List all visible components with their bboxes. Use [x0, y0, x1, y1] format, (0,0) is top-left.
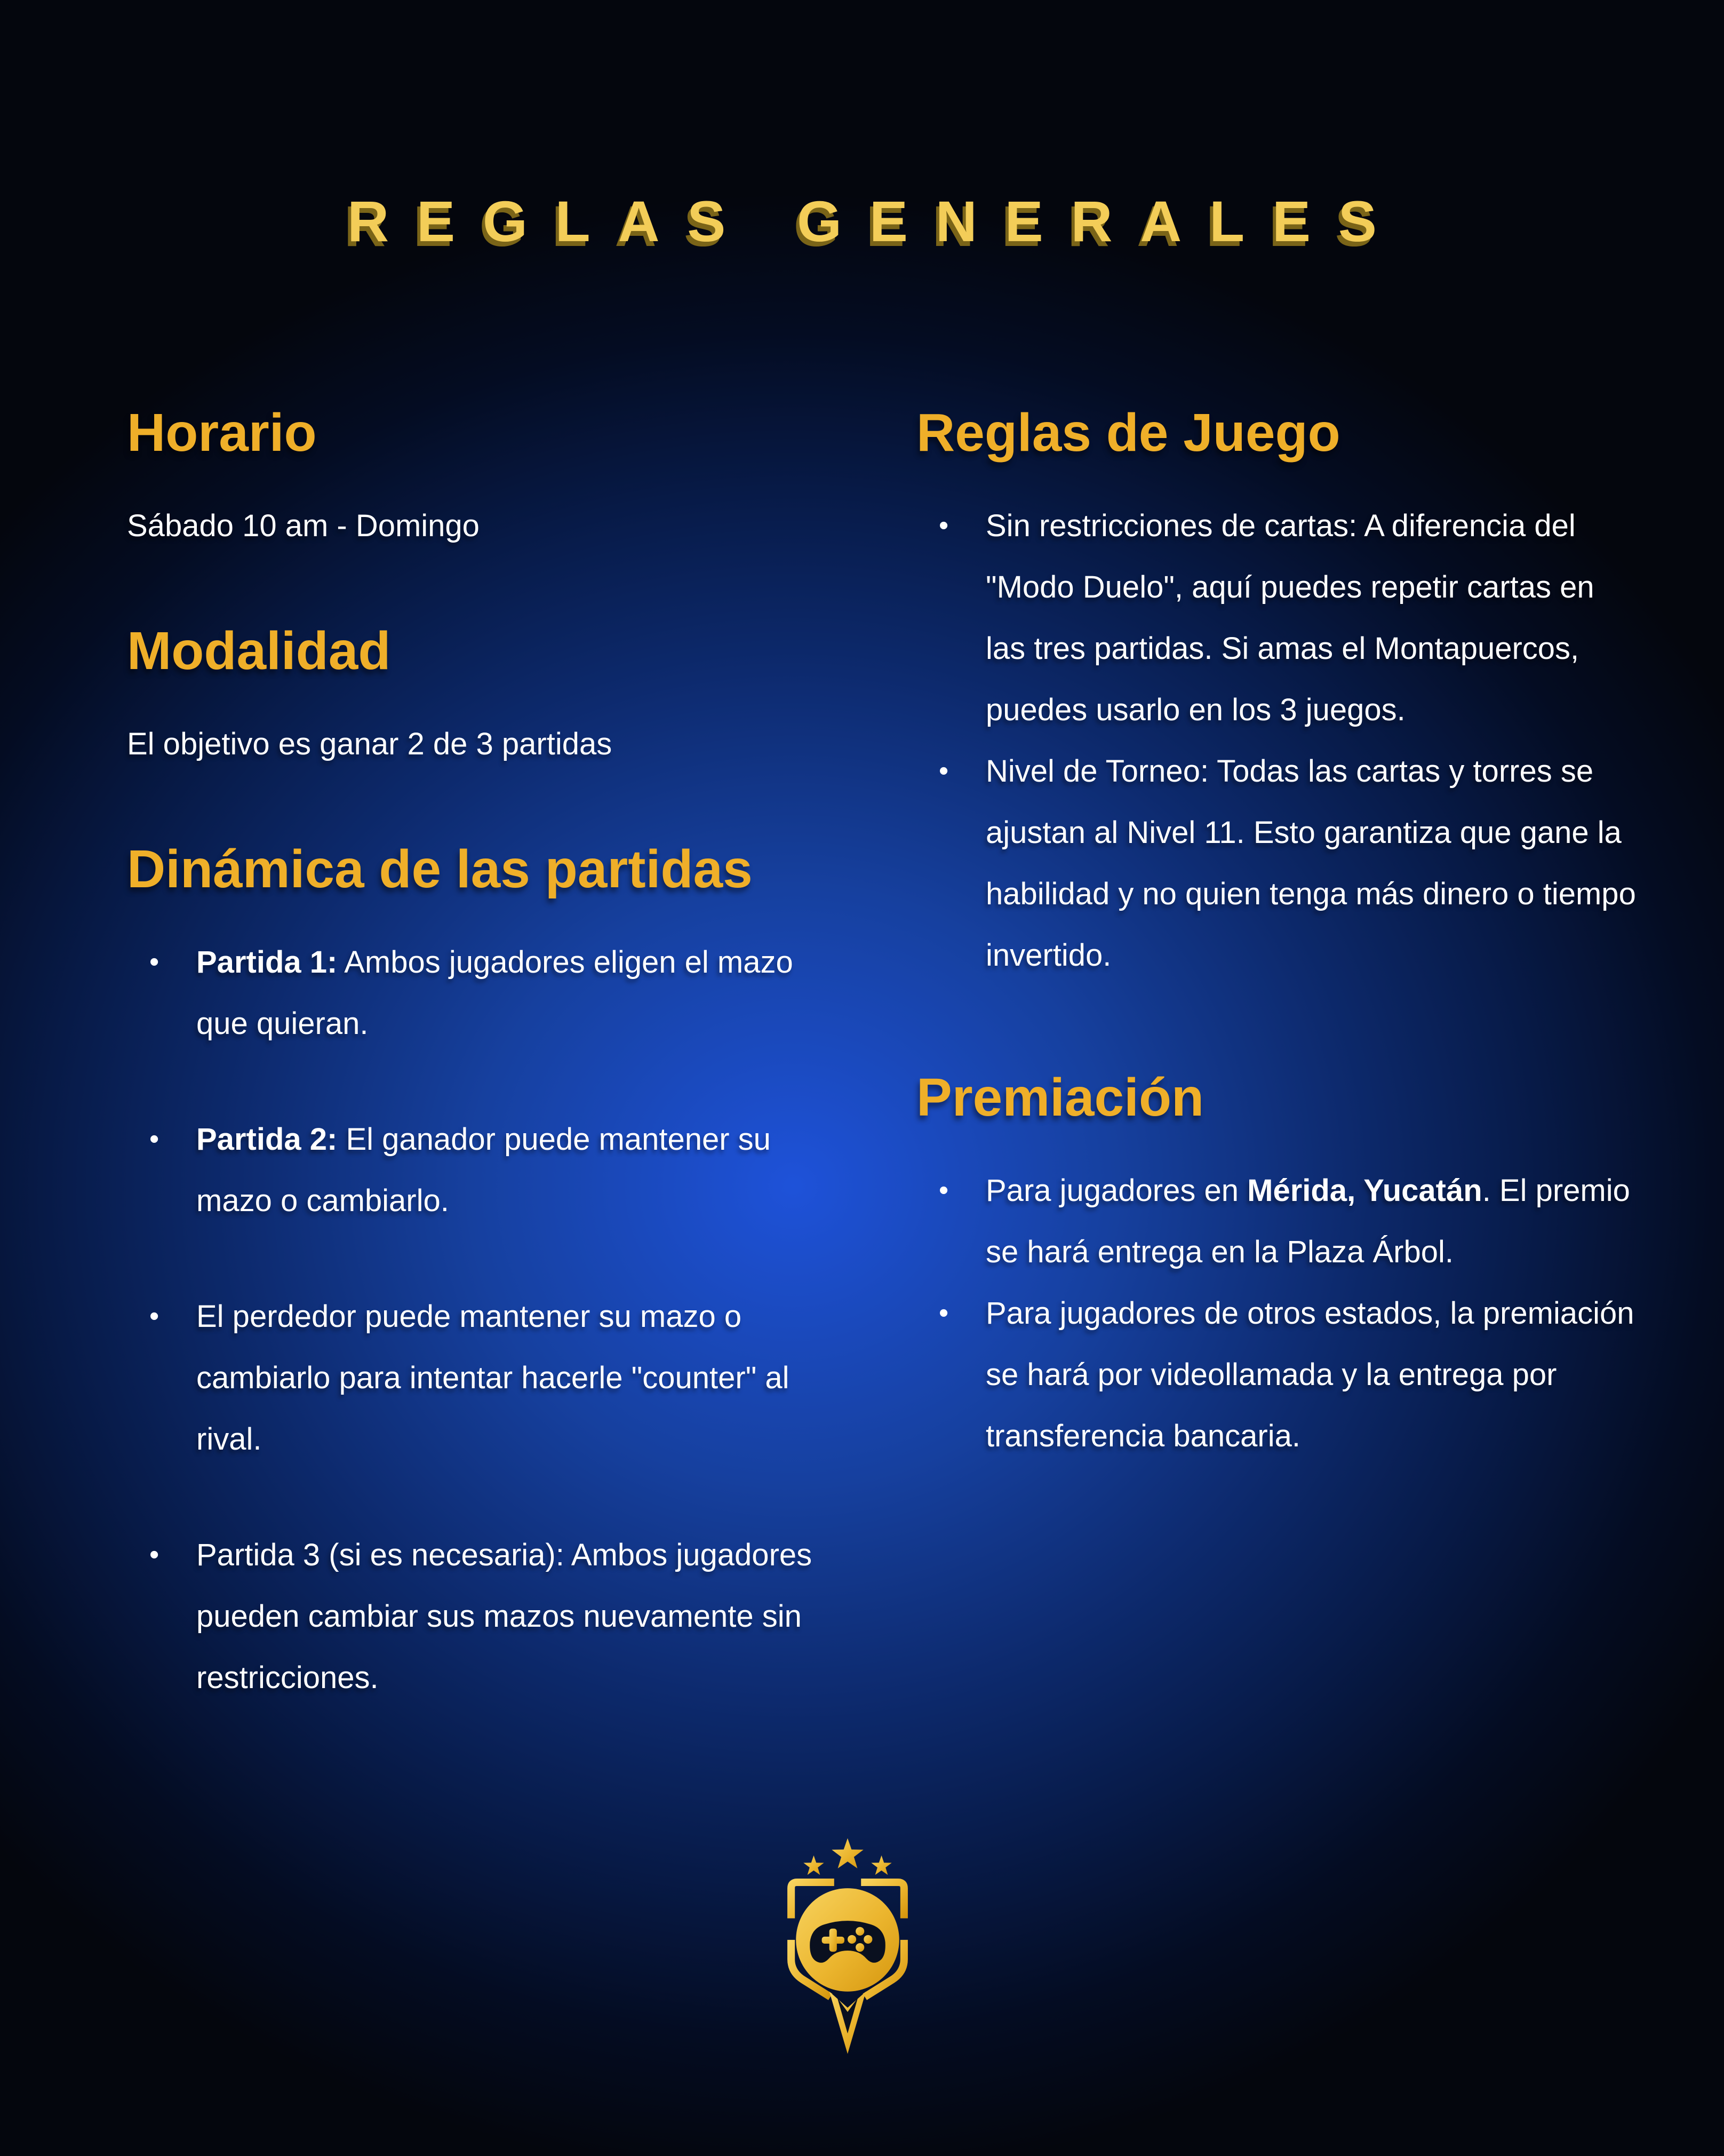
heading-reglas-de-juego: Reglas de Juego [916, 403, 1340, 463]
bullet-dot: • [149, 1539, 159, 1570]
list-item [149, 1109, 842, 1231]
heading-dinamica: Dinámica de las partidas [127, 839, 753, 899]
list-item [939, 495, 1637, 741]
list-item [939, 1283, 1637, 1467]
bullet-text-pre: Partida 3 (si es necesaria): Ambos jugadores pueden cambiar sus mazos nuevamente sin restricciones. [196, 1538, 812, 1695]
bullet-dot: • [939, 510, 949, 541]
list-item [939, 741, 1637, 986]
list-item [149, 1286, 842, 1470]
bullet-text-post: El ganador puede mantener su mazo o cambiarlo. [196, 1122, 771, 1218]
list-item [939, 1160, 1637, 1283]
bullet-dot: • [939, 1298, 949, 1328]
bullet-text-post: . El premio se hará entrega en la Plaza Árbol. [986, 1173, 1630, 1269]
bullet-text-post: Ambos jugadores eligen el mazo que quieran. [196, 945, 793, 1041]
bullet-text [196, 1109, 842, 1231]
right-column [916, 401, 1637, 1467]
bullet-text [986, 495, 1637, 741]
bullet-text [196, 1524, 842, 1708]
bullet-text-bold: Partida 2: [196, 1122, 338, 1157]
star-icon [832, 1838, 863, 1868]
bullet-dot: • [939, 755, 949, 786]
bullet-dot: • [149, 1124, 159, 1155]
star-icon [803, 1856, 824, 1875]
bullet-text-pre: Sin restricciones de cartas: A diferencia del "Modo Duelo", aquí puedes repetir cartas en las tres partidas. Si amas el Montapuercos, puedes usarlo en los 3 juegos. [986, 508, 1594, 727]
bullet-text-pre: Nivel de Torneo: Todas las cartas y torres se ajustan al Nivel 11. Esto garantiza que gane la habilidad y no quien tenga más dinero o tiempo invertido. [986, 754, 1636, 973]
bullet-dot: • [149, 1301, 159, 1332]
star-icon [871, 1856, 891, 1875]
stars-icon [803, 1838, 891, 1875]
premiacion-list [916, 1160, 1637, 1467]
modalidad-text: El objetivo es ganar 2 de 3 partidas [127, 727, 612, 761]
reglas-list [916, 495, 1637, 986]
bullet-text-pre: Para jugadores en [986, 1173, 1248, 1208]
left-column [127, 401, 842, 1708]
bullet-text [196, 932, 842, 1054]
bullet-text [986, 741, 1637, 986]
bullet-dot: • [939, 1175, 949, 1206]
bullet-text-pre: El perdedor puede mantener su mazo o cambiarlo para intentar hacerle "counter" al rival. [196, 1299, 789, 1457]
bullet-text [986, 1160, 1637, 1283]
heading-modalidad: Modalidad [127, 621, 391, 681]
page-title: REGLAS GENERALES [347, 189, 1404, 253]
bullet-text [196, 1286, 842, 1470]
gamer-shield-logo [783, 1836, 912, 2057]
bullet-text-bold: Mérida, Yucatán [1247, 1173, 1482, 1208]
heading-premiacion: Premiación [916, 1068, 1204, 1127]
list-item [149, 1524, 842, 1708]
bullet-text-pre: Para jugadores de otros estados, la premiación se hará por videollamada y la entrega por transferencia bancaria. [986, 1296, 1634, 1453]
bullet-dot: • [149, 946, 159, 977]
dinamica-list [127, 932, 842, 1708]
bullet-text [986, 1283, 1637, 1467]
horario-text: Sábado 10 am - Domingo [127, 508, 480, 543]
heading-horario: Horario [127, 403, 317, 463]
bullet-text-bold: Partida 1: [196, 945, 338, 980]
list-item [149, 932, 842, 1054]
